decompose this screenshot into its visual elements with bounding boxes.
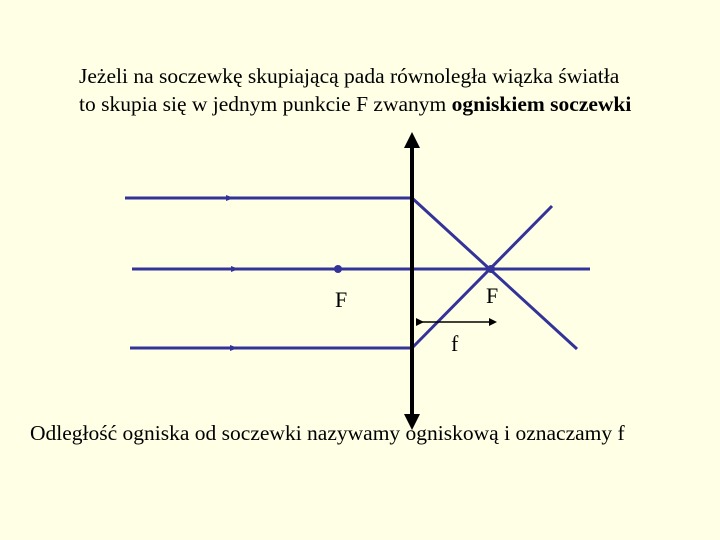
intro-line-1: Jeżeli na soczewkę skupiającą pada równoległa wiązka światła [79,64,620,88]
ray-bottom-arrowhead [230,345,238,351]
focal-length-label: f [451,331,459,356]
ray-bottom-refracted [412,206,552,348]
intro-line-2-plain: to skupia się w jednym punkcie F zwanym [79,92,452,116]
focus-left-label: F [335,287,348,312]
focus-right-point [487,265,495,273]
intro-line-2-bold: ogniskiem soczewki [451,92,632,116]
focus-left-point [334,265,342,273]
ray-top-arrowhead [226,195,234,201]
focus-right-label: F [486,283,499,308]
lens-arrow-top [404,132,420,148]
ray-middle-arrowhead [231,266,239,272]
ray-top-refracted [412,198,577,349]
footer-text: Odległość ogniska od soczewki nazywamy ogniskową i oznaczamy f [30,421,625,445]
